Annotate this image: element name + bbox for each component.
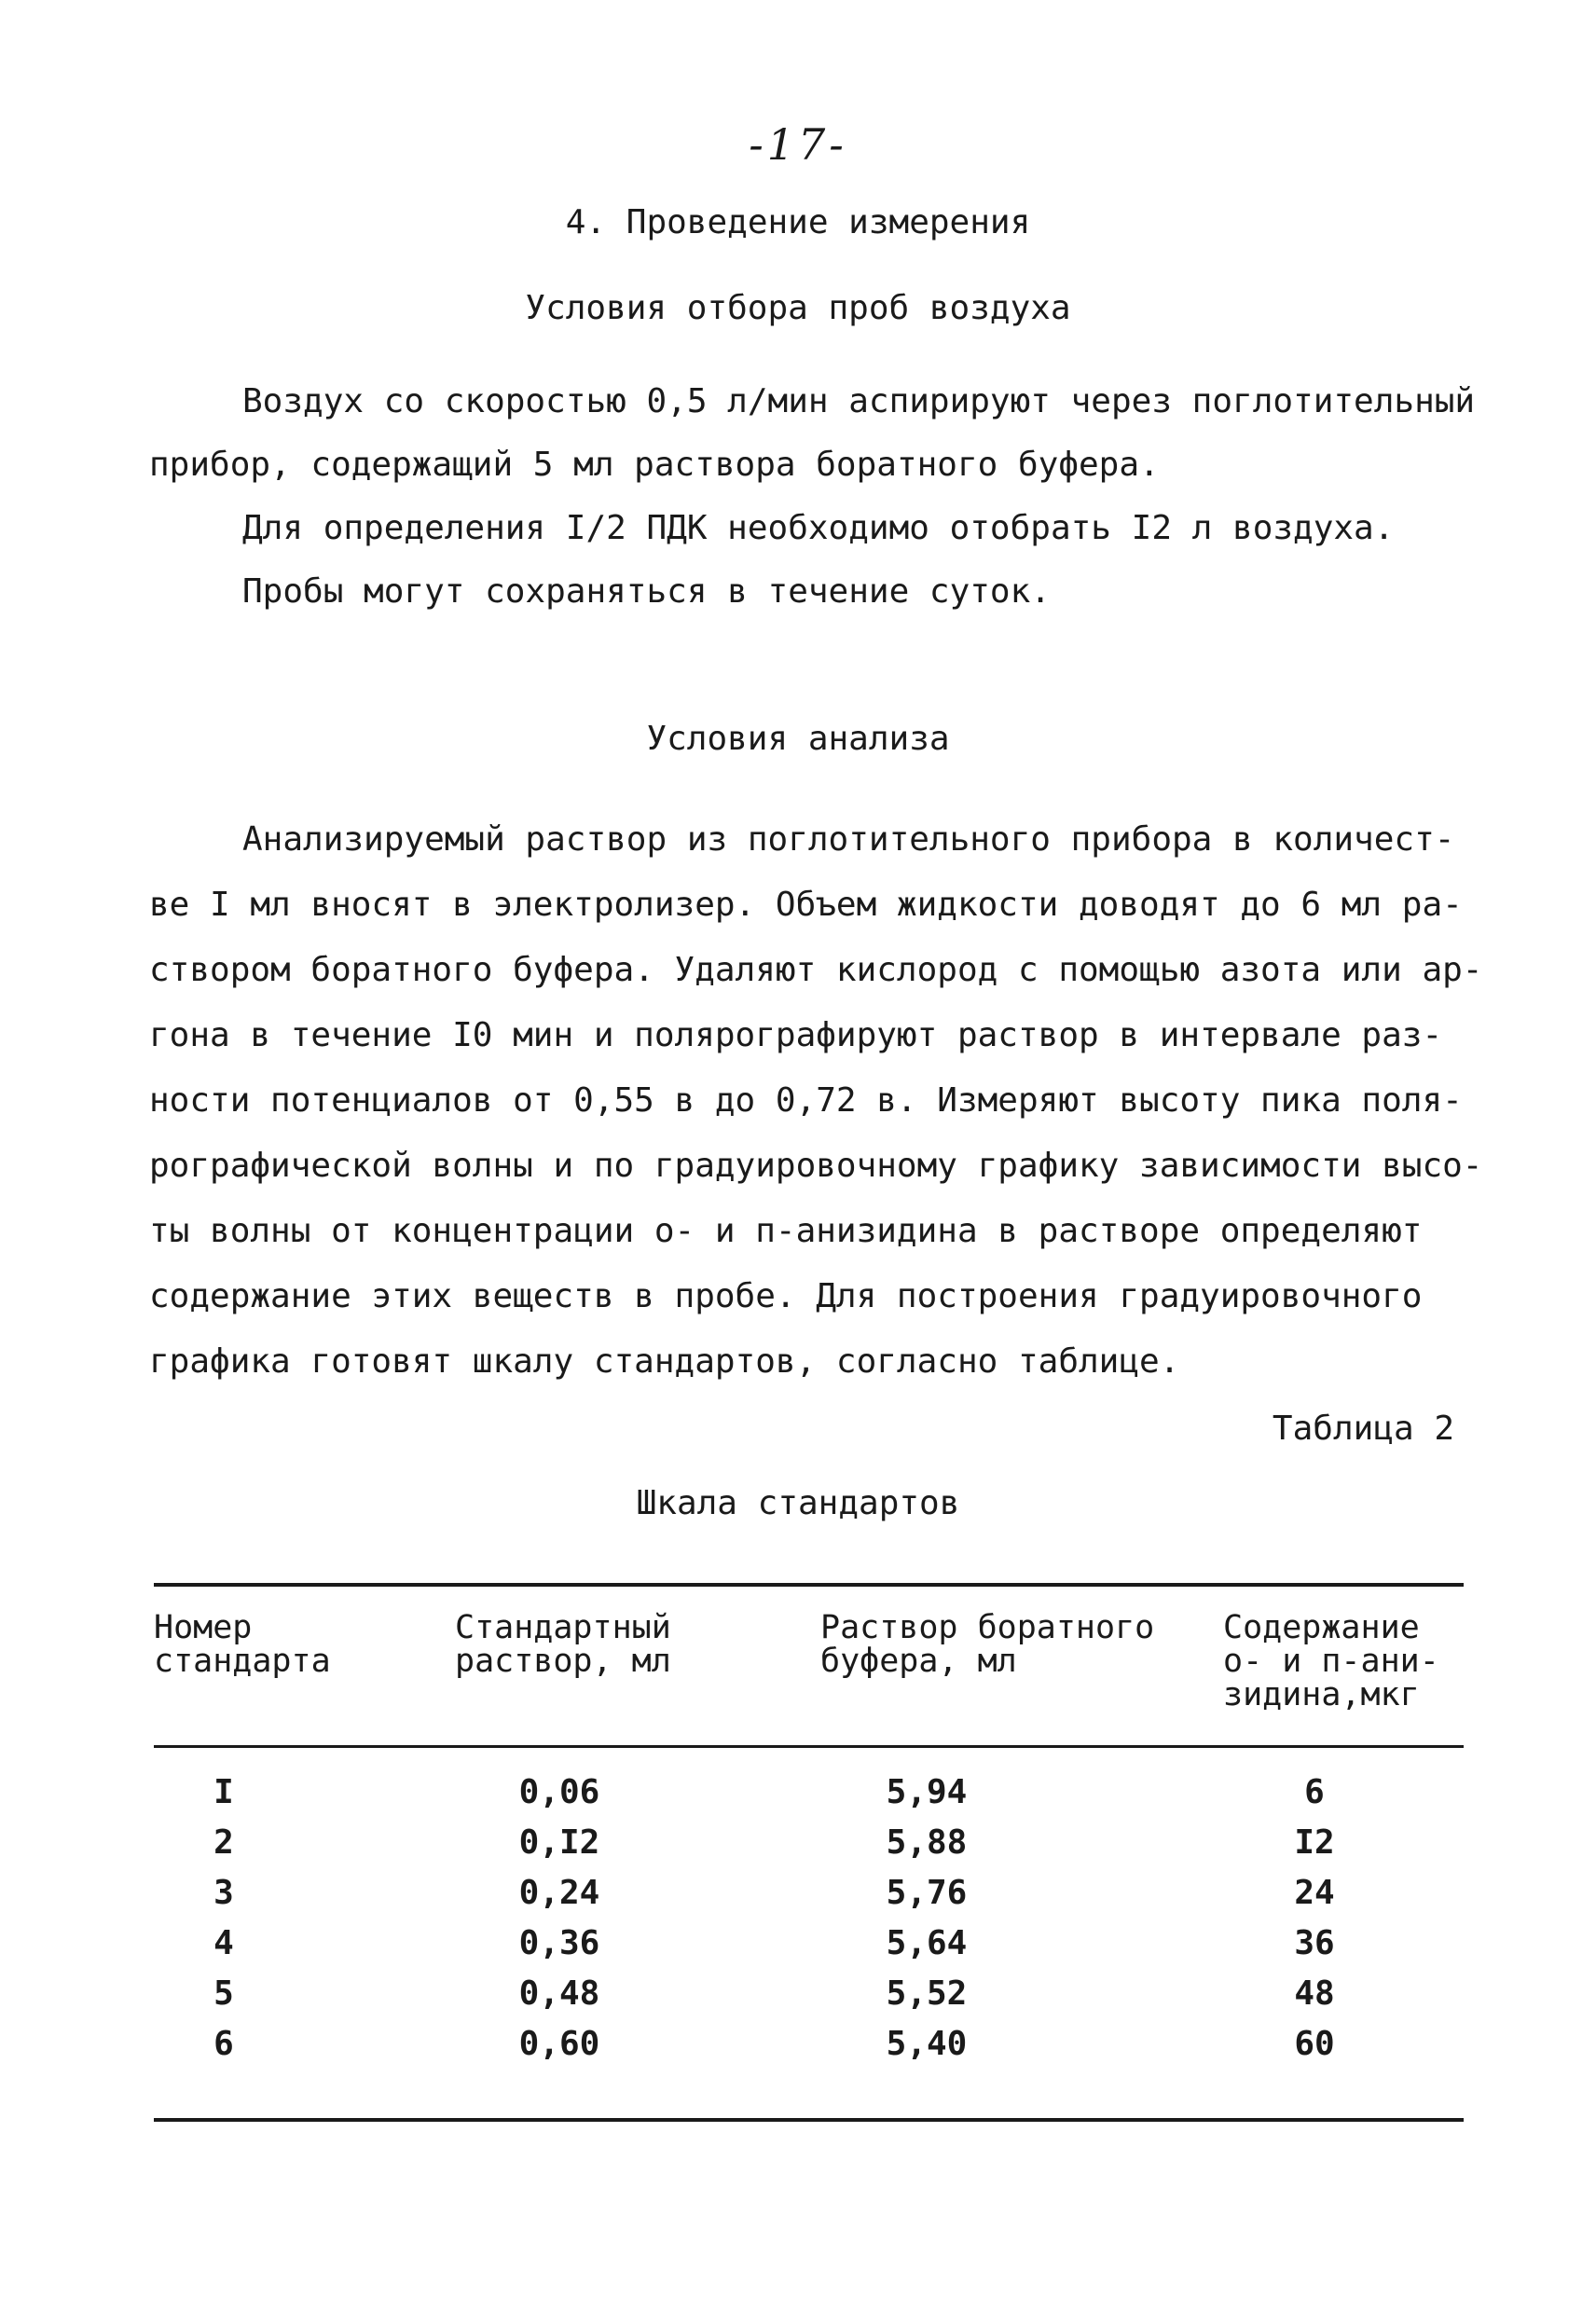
table-cell: 4 <box>213 1924 234 1962</box>
text-line: прибор, содержащий 5 мл раствора боратного буфера. <box>149 446 1160 484</box>
table-cell: 5,40 <box>886 2025 968 2063</box>
section-heading: 4. Проведение измерения <box>565 203 1031 241</box>
table-cell: 5,94 <box>886 1773 968 1811</box>
table-cell: 5,64 <box>886 1924 968 1962</box>
analysis-paragraph <box>149 820 1483 1398</box>
table-cell: 0,48 <box>518 1974 600 2013</box>
table-cell: I2 <box>1294 1823 1335 1862</box>
text-line: содержание этих веществ в пробе. Для построения градуировочного <box>149 1277 1423 1315</box>
table-cell: 3 <box>213 1874 234 1912</box>
table-header-rule <box>154 1745 1464 1748</box>
text-line: ности потенциалов от 0,55 в до 0,72 в. Измеряют высоту пика поля- <box>149 1081 1463 1120</box>
table-cell: 5,76 <box>886 1874 968 1912</box>
text-line: графика готовят шкалу стандартов, согласно таблице. <box>149 1342 1180 1381</box>
text-line: Воздух со скоростью 0,5 л/мин аспирируют через поглотительный <box>242 382 1476 420</box>
text-line: Анализируемый раствор из поглотительного прибора в количест- <box>242 820 1455 859</box>
table-cell: 6 <box>1304 1773 1325 1811</box>
table-cell: 5,88 <box>886 1823 968 1862</box>
table-cell: 5 <box>213 1974 234 2013</box>
table-cell: 6 <box>213 2025 234 2063</box>
table-cell: 2 <box>213 1823 234 1862</box>
sampling-paragraph <box>149 382 1476 643</box>
table-cell: 0,36 <box>518 1924 600 1962</box>
table-bottom-rule <box>154 2118 1464 2122</box>
column-header-standard-solution: Стандартный раствор, мл <box>455 1609 671 1680</box>
text-line: рографической волны и по градуировочному графику зависимости высо- <box>149 1147 1483 1185</box>
text-line: ты волны от концентрации о- и п-анизидина в растворе определяют <box>149 1212 1423 1250</box>
column-header-borate-buffer: Раствор боратного буфера, мл <box>820 1609 1155 1680</box>
table-cell: 48 <box>1294 1974 1335 2013</box>
text-line: ве I мл вносят в электролизер. Объем жидкости доводят до 6 мл ра- <box>149 886 1463 924</box>
text-line: Для определения I/2 ПДК необходимо отобрать I2 л воздуха. <box>242 509 1395 547</box>
table-cell: 5,52 <box>886 1974 968 2013</box>
table-cell: 0,06 <box>518 1773 600 1811</box>
table-cell: 36 <box>1294 1924 1335 1962</box>
table-cell: I <box>213 1773 234 1811</box>
sampling-heading: Условия отбора проб воздуха <box>525 289 1071 327</box>
column-header-anisidine-content: Содержание о- и п-ани- зидина,мкг <box>1223 1609 1439 1713</box>
analysis-heading: Условия анализа <box>646 720 950 758</box>
table-cell: 24 <box>1294 1874 1335 1912</box>
table-title: Шкала стандартов <box>636 1484 960 1522</box>
table-cell: 0,60 <box>518 2025 600 2063</box>
page-number: -17- <box>749 119 847 170</box>
table-cell: 0,I2 <box>518 1823 600 1862</box>
table-label: Таблица 2 <box>1272 1410 1454 1448</box>
text-line: створом боратного буфера. Удаляют кислород с помощью азота или ар- <box>149 951 1483 989</box>
table-top-rule <box>154 1583 1464 1587</box>
table-cell: 0,24 <box>518 1874 600 1912</box>
column-header-standard-number: Номер стандарта <box>154 1609 331 1680</box>
text-line: гона в течение I0 мин и полярографируют раствор в интервале раз- <box>149 1016 1443 1054</box>
table-cell: 60 <box>1294 2025 1335 2063</box>
text-line: Пробы могут сохраняться в течение суток. <box>242 572 1051 611</box>
